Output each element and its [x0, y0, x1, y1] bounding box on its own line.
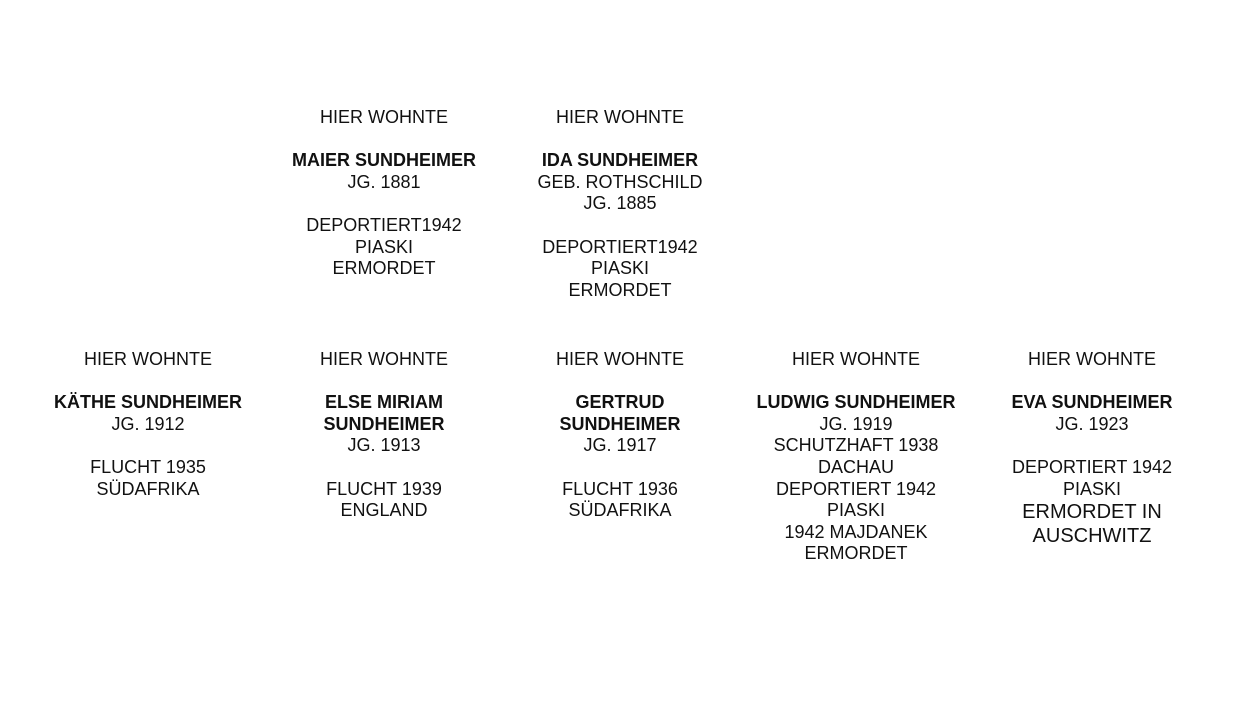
stone-birth-year: JG. 1913: [347, 435, 421, 456]
stone-fate-line: 1942 MAJDANEK: [784, 521, 928, 542]
stone-birth-year: JG. 1919: [819, 413, 893, 434]
stone-fate-line: ERMORDET: [804, 543, 908, 564]
stone-name: ELSE MIRIAM SUNDHEIMER: [323, 392, 445, 434]
stone-fate-line: FLUCHT 1935: [90, 456, 206, 477]
stone-name: MAIER SUNDHEIMER: [291, 150, 476, 171]
stone-header: HIER WOHNTE: [792, 349, 920, 369]
stone-header: HIER WOHNTE: [84, 349, 212, 369]
stone-fate-line: DEPORTIERT1942: [306, 214, 462, 235]
stone-ida-sundheimer: [502, 107, 738, 301]
stone-fate-line: DEPORTIERT1942: [542, 236, 698, 257]
stone-birth-year: JG. 1923: [1055, 413, 1129, 434]
stone-fate-line: ERMORDET IN AUSCHWITZ: [1022, 501, 1162, 548]
stone-fate-line: ERMORDET: [568, 279, 672, 300]
stone-maier-sundheimer: [266, 107, 502, 280]
stone-header: HIER WOHNTE: [556, 349, 684, 369]
stone-maiden-name: GEB. ROTHSCHILD: [537, 171, 703, 192]
stone-name: GERTRUD SUNDHEIMER: [559, 392, 681, 434]
stone-fate-line: DEPORTIERT 1942: [775, 478, 937, 499]
stone-birth-year: JG. 1917: [583, 435, 657, 456]
stone-birth-year: JG. 1881: [347, 171, 421, 192]
stone-fate-line: ERMORDET: [332, 258, 436, 279]
stone-fate-line: DEPORTIERT 1942: [1011, 456, 1173, 477]
stone-eva-sundheimer: [974, 349, 1210, 548]
stone-fate-line: DACHAU: [817, 456, 894, 477]
stone-fate-line: SÜDAFRIKA: [568, 500, 672, 521]
stone-fate-line: PIASKI: [826, 500, 886, 521]
stone-fate-line: FLUCHT 1939: [326, 478, 442, 499]
stone-header: HIER WOHNTE: [556, 107, 684, 127]
stone-header: HIER WOHNTE: [320, 107, 448, 127]
stone-fate-line: PIASKI: [354, 236, 414, 257]
stone-fate-line: ENGLAND: [340, 500, 428, 521]
stone-else-miriam-sundheimer: [266, 349, 502, 522]
stone-gertrud-sundheimer: [502, 349, 738, 522]
stone-ludwig-sundheimer: [738, 349, 974, 565]
stone-fate-line: SÜDAFRIKA: [96, 478, 200, 499]
stone-name: EVA SUNDHEIMER: [1011, 392, 1173, 413]
stone-header: HIER WOHNTE: [1028, 349, 1156, 369]
stone-header: HIER WOHNTE: [320, 349, 448, 369]
stone-fate-line: PIASKI: [1062, 478, 1122, 499]
stone-fate-line: FLUCHT 1936: [562, 478, 678, 499]
stone-fate-line: SCHUTZHAFT 1938: [773, 435, 939, 456]
stone-fate-line: PIASKI: [590, 258, 650, 279]
stone-kaethe-sundheimer: [30, 349, 266, 500]
stone-birth-year: JG. 1912: [111, 413, 185, 434]
stone-birth-year: JG. 1885: [583, 193, 657, 214]
stone-name: IDA SUNDHEIMER: [541, 150, 699, 171]
stone-name: KÄTHE SUNDHEIMER: [53, 392, 242, 413]
stone-name: LUDWIG SUNDHEIMER: [756, 392, 956, 413]
